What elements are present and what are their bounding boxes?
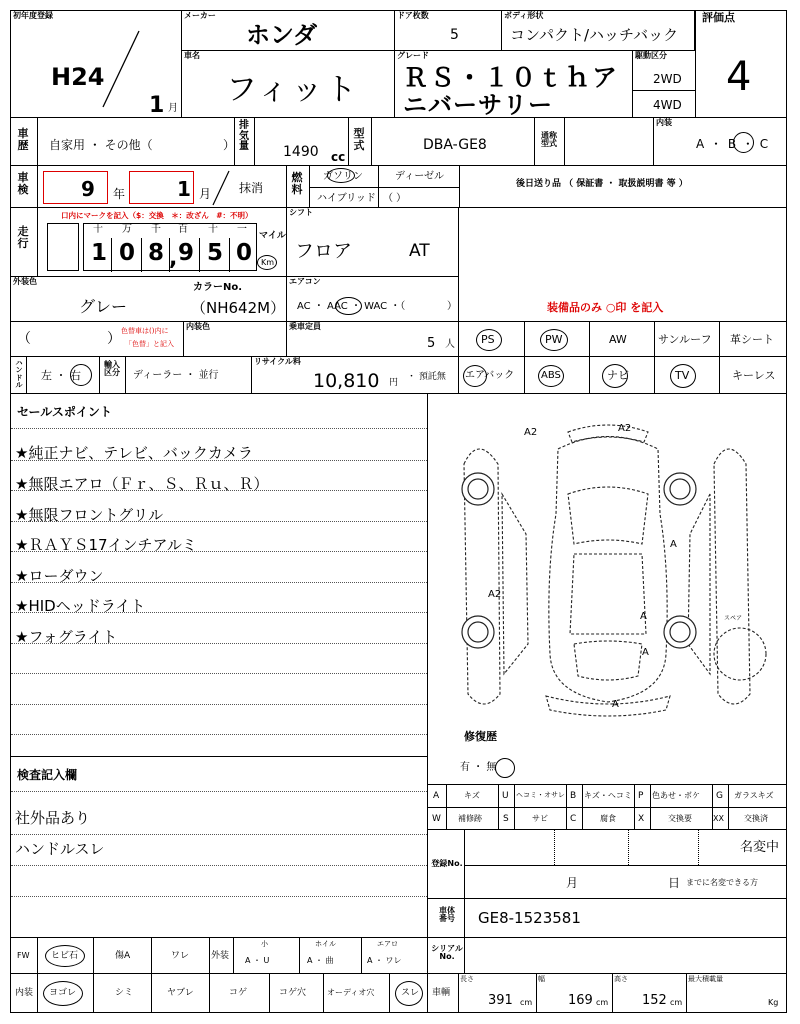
mileage-unit-man: 万 [122, 224, 132, 235]
exterior-color: グレー [79, 297, 128, 316]
recycle-unit: 円 [389, 378, 399, 388]
int-item-audio-hole: オーディオ穴 [327, 988, 375, 997]
insp-month: 1 [177, 177, 191, 201]
ac-selected-circle [335, 297, 362, 315]
recycle-amount: 10,810 [313, 370, 380, 392]
doors-label: ドア枚数 [397, 11, 429, 20]
car-diagram [428, 394, 787, 785]
fw-label: FW [17, 951, 30, 960]
sales-title: セールスポイント [17, 405, 112, 419]
legend-code: G [716, 791, 723, 801]
handle-options: 左 ・ 右 [41, 369, 81, 382]
wheel-opts: A ・ 曲 [307, 956, 334, 965]
fw-item-chip: ヒビ石 [51, 951, 79, 961]
repair-options: 有 ・ 無 [460, 762, 497, 773]
registration-panel [427, 829, 787, 899]
equip-aw: AW [609, 333, 627, 346]
insp-year: 9 [81, 177, 95, 201]
mileage-unit-hyaku: 百 [178, 224, 188, 235]
fuel-gasoline: ガソリン [323, 171, 363, 182]
width-label: 幅 [538, 975, 545, 983]
int-item-tear: ヤブレ [167, 988, 194, 998]
import-options: ディーラー ・ 並行 [133, 370, 219, 381]
damage-mark: A2 [524, 427, 538, 438]
color-change-note1: 色替車は()内に [121, 327, 169, 335]
sales-item: ★無限フロントグリル [15, 506, 164, 524]
int-label: 内装 [15, 988, 34, 998]
doors-cell [394, 10, 502, 51]
displacement-unit: cc [331, 150, 346, 164]
interior-selected-circle [733, 132, 754, 153]
cancel-label: 抹消 [239, 181, 264, 195]
body-value: コンパクト/ハッチバック [510, 26, 679, 44]
reg-month: 1 [149, 93, 165, 118]
history-text: 自家用 ・ その他（ [49, 138, 153, 152]
body-cell [501, 10, 695, 51]
score-label: 評価点 [702, 11, 735, 24]
equip-navi: ナビ [607, 369, 629, 382]
equip-tv: TV [675, 369, 690, 382]
equip-keyless: キーレス [732, 369, 776, 382]
km-unit: Km [261, 258, 275, 267]
drive-4wd: 4WD [653, 98, 682, 112]
legend-desc: 交換要 [668, 814, 692, 823]
model-value: フィット [226, 72, 360, 108]
legend-code: B [570, 791, 577, 801]
docs-label: 後日送り品 （ 保証書 ・ 取扱説明書 等 ） [516, 179, 688, 189]
sales-item: ★無限エアロ（Ｆｒ、Ｓ、Ｒｕ、Ｒ） [15, 475, 269, 493]
mileage-unit-juu: 十 [208, 224, 218, 235]
legend-code: XX [713, 814, 724, 823]
reg-no-label: 登録No. [431, 859, 463, 868]
drive-2wd: 2WD [653, 72, 682, 86]
reg-era-year: H24 [51, 63, 105, 91]
int-dirt-circle [43, 981, 83, 1006]
equip-ps: PS [481, 333, 495, 346]
dims-label: 車輌 [432, 988, 451, 998]
damage-mark: A2 [618, 423, 632, 434]
chassis-label: 車体 番号 [439, 906, 455, 924]
mileage-note: 口内にマークを記入（$：交換 ＊：改ざん #：不明） [61, 211, 253, 220]
wheel-label: ホイル [315, 940, 336, 948]
fuel-diesel: ディーゼル [395, 171, 444, 182]
type-label: 型 式 [353, 127, 365, 152]
equip-navi-circle [602, 364, 628, 388]
ac-options: AC ・ AAC ・ WAC ・（ [297, 301, 406, 312]
interior-label: 内装 [656, 118, 672, 127]
legend-desc: 腐食 [600, 814, 616, 823]
mileage-label: 走 行 [17, 225, 29, 250]
sales-item: ★ＲＡＹＳ17インチアルミ [15, 536, 197, 554]
maker-value: ホンダ [246, 21, 318, 49]
row-color [10, 276, 459, 322]
serial-label: シリアル No. [431, 944, 463, 962]
shift-type: AT [409, 241, 430, 261]
drive-label: 駆動区分 [635, 51, 667, 60]
shift-label: シフト [289, 208, 313, 217]
legend-desc: 色あせ・ボケ [652, 791, 700, 800]
equip-airbag-circle [463, 365, 487, 387]
ac-label: エアコン [289, 277, 321, 286]
row-history [10, 117, 787, 166]
model-cell [181, 50, 395, 118]
int-item-dirt: ヨゴレ [49, 988, 77, 998]
legend-code: A [433, 791, 440, 801]
width-unit: cm [596, 998, 609, 1007]
handle-selected-circle [70, 364, 92, 386]
insp-year-unit: 年 [113, 187, 126, 201]
common-type-label: 通称 型式 [541, 131, 557, 149]
equip-tv-circle [670, 364, 696, 388]
sales-item: ★ローダウン [15, 567, 104, 585]
serial-row [427, 937, 787, 974]
fuel-hybrid: ハイブリッド [317, 193, 376, 204]
fw-row [10, 937, 428, 974]
legend-desc: 交換済 [744, 814, 768, 823]
reg-month-unit: 月 [168, 103, 178, 114]
legend-code: C [570, 814, 577, 824]
maker-cell [181, 10, 395, 51]
small-label: 小 [261, 940, 268, 948]
registration-cell [10, 10, 182, 118]
mileage-digit-5: 5 [207, 240, 224, 266]
equip-pw: PW [545, 333, 563, 346]
doors-value: 5 [450, 27, 459, 43]
grade-label: グレード [397, 51, 429, 60]
aero-label: エアロ [377, 940, 398, 948]
chassis-panel [427, 898, 787, 938]
legend-code: W [432, 814, 441, 824]
inspection-item: ハンドルスレ [15, 840, 105, 858]
legend-table [427, 784, 787, 830]
capacity-label: 乗車定員 [289, 322, 321, 331]
grade-line2: ニバーサリー [403, 91, 553, 118]
mileage-digit-0 [47, 223, 79, 271]
shift-position: フロア [295, 240, 353, 262]
int-row [10, 973, 428, 1013]
capacity-unit: 人 [445, 339, 455, 350]
recycle-note: ・ 預託無 [407, 372, 446, 382]
equip-pw-circle [540, 329, 568, 351]
legend-code: S [503, 814, 509, 824]
damage-mark: A [642, 647, 649, 658]
mile-unit: マイル [259, 231, 286, 241]
inspection-panel [10, 756, 428, 938]
height-unit: cm [670, 998, 683, 1007]
legend-desc: キズ・ヘコミ [584, 791, 632, 800]
mileage-digit-1: 1 [91, 240, 108, 266]
equip-abs-circle [538, 365, 564, 387]
diagram-panel [427, 393, 787, 785]
equip-row2 [458, 356, 787, 394]
type-code: DBA-GE8 [423, 137, 487, 153]
score-value: 4 [726, 54, 752, 100]
deadline-note: までに名変できる方 [686, 878, 758, 887]
history-label: 車 歴 [17, 127, 29, 152]
length-label: 長さ [460, 975, 474, 983]
load-unit: Kg [768, 998, 779, 1007]
name-change: 名変中 [740, 840, 780, 855]
inspection-item: 社外品あり [15, 809, 91, 827]
equip-row1 [458, 321, 787, 357]
equip-airbag: エアバック [465, 370, 515, 381]
legend-desc: ヘコミ・オサレ [516, 791, 565, 799]
damage-mark: A2 [488, 589, 502, 600]
length-unit: cm [520, 998, 533, 1007]
import-label: 輸入 区分 [104, 360, 120, 378]
color-change-note2: 「色替」と記入 [125, 340, 174, 348]
insp-month-unit: 月 [199, 187, 212, 201]
km-circle [257, 255, 277, 270]
deadline-day: 日 [668, 876, 681, 890]
color-change-open: （ [17, 331, 31, 347]
mileage-separator: , [169, 246, 178, 271]
legend-desc: ガラスキズ [734, 791, 774, 800]
interior-color-label: 内装色 [186, 322, 210, 331]
mileage-unit-10man: 十 [93, 224, 103, 235]
sales-item: ★HIDヘッドライト [15, 597, 146, 615]
row-inspection [10, 165, 787, 208]
chassis-no: GE8-1523581 [478, 909, 581, 927]
fuel-label: 燃 料 [291, 171, 303, 196]
fuel-selected-circle [327, 168, 355, 183]
maker-label: メーカー [184, 11, 216, 20]
row-handle [10, 356, 459, 394]
slash-mark [101, 29, 141, 109]
mileage-unit-sen: 千 [151, 224, 161, 235]
equip-title: 装備品のみ ○印 を記入 [547, 301, 664, 314]
score-cell [695, 10, 787, 118]
fw-chip-circle [45, 945, 85, 967]
mileage-digit-2: 0 [119, 240, 136, 266]
recycle-label: リサイクル料 [254, 357, 301, 366]
equip-sunroof: サンルーフ [658, 333, 712, 346]
repair-selected-circle [495, 758, 515, 778]
inspection-title: 検査記入欄 [17, 768, 78, 782]
repair-label: 修復歴 [464, 730, 497, 743]
damage-mark: A [670, 539, 677, 550]
mileage-digit-3: 8 [148, 240, 165, 266]
displacement-value: 1490 [283, 144, 319, 160]
load-label: 最大積載量 [688, 975, 723, 983]
body-label: ボディ形状 [504, 11, 544, 20]
dims-row [427, 973, 787, 1013]
spare-label: スペア [724, 615, 743, 622]
handle-label: ハ ン ド ル [15, 359, 23, 390]
ext-label: 外装 [211, 951, 230, 961]
height: 152 [642, 993, 667, 1008]
grade-cell [394, 50, 633, 118]
height-label: 高さ [614, 975, 628, 983]
int-wear-circle [395, 981, 423, 1006]
sales-item: ★フォグライト [15, 628, 118, 646]
reg-year-label: 初年度登録 [13, 11, 53, 20]
color-change-close: ） [107, 331, 121, 347]
exterior-color-label: 外装色 [13, 277, 37, 286]
interior-grades: A ・ B ・ C [696, 137, 769, 151]
int-item-burn-hole: コゲ穴 [279, 988, 307, 998]
mileage-digit-4: 9 [178, 240, 195, 266]
drive-cell [632, 50, 696, 118]
legend-code: P [638, 791, 644, 801]
legend-code: U [502, 791, 509, 801]
sales-item: ★純正ナビ、テレビ、バックカメラ [15, 444, 253, 462]
color-no-label: カラーNo. [193, 282, 243, 293]
mileage-digit-6: 0 [236, 240, 253, 266]
fuel-other: （ ） [383, 193, 407, 204]
color-no: （NH642M） [191, 299, 286, 317]
sales-panel [10, 393, 428, 757]
equip-ps-circle [476, 329, 502, 351]
grade-line1: ＲＳ・１０ｔｈア [403, 63, 620, 92]
model-label: 車名 [184, 51, 200, 60]
row-mileage [10, 207, 459, 277]
int-item-wear: スレ [401, 988, 420, 998]
mileage-unit-ichi: 一 [237, 224, 247, 235]
legend-desc: サビ [532, 814, 548, 823]
legend-desc: 補修跡 [458, 814, 482, 823]
length: 391 [488, 993, 513, 1008]
fw-item-crack: ワレ [171, 951, 190, 961]
aero-opts: A ・ ワレ [367, 956, 402, 965]
equip-leather: 革シート [730, 333, 774, 346]
int-item-stain: シミ [115, 988, 134, 998]
equip-abs: ABS [541, 370, 561, 381]
history-close: ） [223, 138, 236, 152]
legend-code: X [638, 814, 645, 824]
int-item-burn: コゲ [229, 988, 248, 998]
damage-mark: A [612, 699, 619, 710]
legend-desc: キズ [464, 791, 480, 800]
ac-close: ） [447, 301, 457, 312]
capacity: 5 [427, 336, 436, 351]
small-opts: A ・ U [245, 956, 270, 965]
inspection-label: 車 検 [17, 171, 29, 196]
width: 169 [568, 993, 593, 1008]
row-interior [10, 321, 459, 357]
damage-mark: A [640, 611, 647, 622]
fw-item-scratch: 傷A [115, 951, 131, 961]
deadline-month: 月 [566, 876, 579, 890]
displacement-label: 排 気 量 [239, 120, 249, 152]
